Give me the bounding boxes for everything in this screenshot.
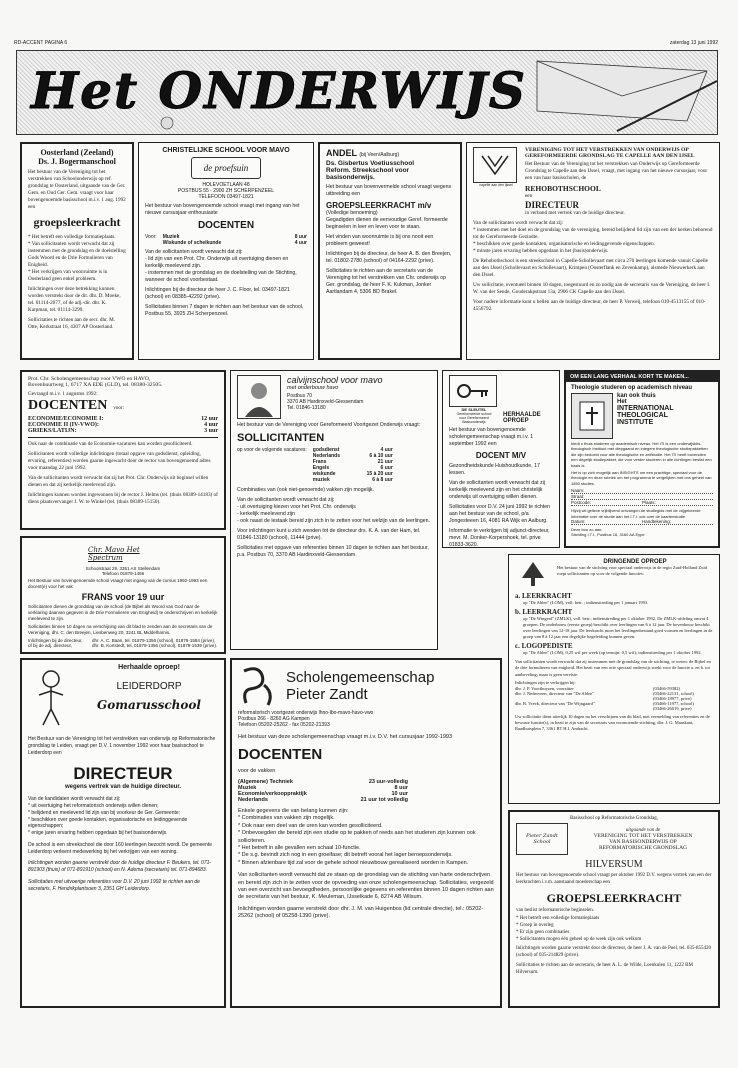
hours: 23 uur-volledig (368, 778, 408, 785)
ad-apply: Uw sollicitatie, eventueel binnen 10 dagen, toegestuurd en zo nodig aan de secretaris van de Vereniging, de heer I. W. van der Sende, Gouderakpstraat 13a, 2906 CK Capelle aan den IJssel. (473, 282, 711, 296)
ad-intro: Het Bestuur van bovengenoemde school vraagt met ingang van de cursus 1992-1993 een docent(e) voor het vak (28, 578, 208, 590)
ad-dringende (508, 554, 720, 804)
ad-phone: Telefoon 01879-1456 (101, 571, 145, 576)
ad-role: DOCENTEN (197, 220, 255, 232)
info-label: Inlichtingen bij de directeur, (28, 638, 83, 644)
child-illustration (28, 664, 74, 730)
item-label: c. (515, 642, 520, 651)
hours: 12 uur (201, 416, 218, 423)
logo-sub: voor Gereformeerd (459, 416, 489, 420)
info-label: of bij de adj. directeur, (28, 643, 73, 649)
ad-paragraph: Het is op zich mogelijk aan INSIGHTS om een prachtige, speciaal voor de theologie en deze rubriek om het programma te vergelijken met ons geheel van 1850 studies. (571, 469, 712, 486)
contact-phone: (03466-22131, school) (653, 690, 694, 696)
ad-phone: Telefoon 05202-25262 - fax 05202-21393 (238, 722, 330, 728)
voor-label: Voor: (145, 234, 157, 241)
ad-hilversum (508, 810, 720, 1008)
pz-emblem-icon (240, 665, 276, 707)
ad-org: VAN BASISONDERWIJS OP (609, 838, 677, 845)
ad-head: OM EEN LANG VERHAAL KORT TE MAKEN... (566, 372, 718, 382)
ad-bullet: * Het verkrijgen van woonruimte is in Oosterland geen enkel probleem. (28, 269, 108, 283)
ad-role: LOGOPEDISTE (521, 642, 573, 651)
form-name[interactable]: Naam: (571, 488, 713, 494)
contact-phone: (03466-26019, prive) (653, 705, 692, 711)
ad-bullet: * uit overtuiging het reformatorisch onderwijs willen dienen; (28, 803, 159, 809)
ad-paragraph: De Rehobothschool is een streekschool in Capelle-Schollevaart met circa 270 leerlingen komende vanuit Capelle aan den IJssel (Schollevaart en Schollevaart), Krimpen (Oosterflank en Zevenkamp), alsmede Nieuwerkerk aan den IJssel. (473, 258, 708, 279)
proefsuin-logo (191, 157, 261, 179)
hours: 21 uur (377, 459, 393, 466)
ad-role: GROEPSLEERKRACHT m/v (326, 201, 432, 211)
ad-paragraph: Enkele gegevens die van belang kunnen zijn: (238, 807, 349, 814)
form-date[interactable]: Datum: (571, 518, 586, 524)
ad-role: SOLLICITANTEN (237, 432, 325, 445)
ad-bullet: * Er zijn geen combinaties (516, 929, 570, 935)
ad-info: Inlichtingen over deze betrekking kunnen worden verstrekt door de dir. dhr. D. Moeke, tel. 01114-2077, of de adj.-dir. dhr. K. Karpman, tel. 01114-3299. (28, 286, 121, 314)
logo-caption: DE SLEUTEL (461, 407, 487, 412)
ad-paragraph: Ook naar de combinatie van de Economie-vacatures kan worden gesolliciteerd. (28, 441, 193, 448)
logo-caption: capelle aan den ijssel (479, 183, 513, 187)
ad-role: GROEPSLEERKRACHT (546, 890, 682, 905)
contact-phone: (03466-18977, prive) (653, 695, 692, 701)
ad-org: VERENIGING TOT HET VERSTREKKEN (593, 832, 693, 839)
ad-phone: TELEFOON 03497-1821 (198, 194, 254, 200)
ad-apply: Sollicitaties binnen 7 dagen te richten aan het bestuur van de school, Postbus 55, 3925 ZH Scherpenzeel. (145, 304, 304, 318)
subject: Engels (312, 465, 330, 472)
ad-role: groepsleerkracht (33, 215, 121, 230)
ad-school-name: basisonderwijs. (326, 174, 375, 181)
subject: GRIEKS/LATIJN: (28, 428, 77, 435)
tree-icon (518, 560, 548, 588)
coupon-footer: Stichting I.T.I., Postbus 16, 3160 AA Eype (571, 531, 645, 537)
banner-title: Het ONDERWIJS (31, 61, 528, 120)
subject: godsdienst (312, 447, 340, 454)
ad-intro: Het bestuur van bovengenoemde school vraagt met ingang van het nieuwe cursusjaar enthousiaste (145, 203, 300, 217)
ad-bullet: * beschikken over goede kontakten, organisatorische en leidinggevende eigenschappen. (473, 241, 655, 248)
form-street[interactable]: Straat: (571, 494, 713, 500)
info-value: dhr. A. C. Baan, tel. 01879-1356 (school), 01879-1584 (prive), (92, 638, 216, 644)
ad-apply: Uw sollicitatie dient uiterlijk 10 dagen na het verschijnen van dit blad, met vermelding van referenties en de bewuste functie(s), in bezit te zijn van de secretaris van voornoemde stichting, dhr. J. G. Maaskant, Raadhuisplein 7, 3361 BT H.I. Ambacht. (515, 713, 710, 731)
subject: wiskunde (312, 471, 336, 478)
capelle-logo (473, 147, 517, 183)
ad-phone: Tel. 01846-13180 (287, 405, 326, 411)
ad-place: LEIDERDORP (116, 681, 182, 692)
ad-role: DIRECTEUR (525, 200, 580, 211)
onderwijs-banner (16, 50, 718, 135)
hours: 6 à 8 uur (372, 477, 393, 484)
een-label: een (525, 193, 533, 200)
ad-paragraph: biedt u thuis studeren op academisch niveau. Het ITI is een onderwijsbiis-theologisch Instituut met diepgaand en integere theologische studiepakketten die zijn bedoeld voor alle theologische en zelfstudie. Het ITI heeft bovendien een degelijk studiepakket, die voor verder studeren in alle richtingen beslist een basis is. (571, 441, 712, 468)
subject: Muziek (162, 234, 180, 241)
hours: 4 uur (294, 240, 307, 247)
ad-paragraph: Sollicitanten dienen de grondslag van de school (de Bijbel als Woord van God naar de verklaring daarvan gegeven in de Drie Formulieren van Enigheid) te onderschrijven en kerkelijk meelevend te zijn. (28, 604, 218, 622)
ad-expect: Van de kandidaten wordt verwacht dat zij: (28, 796, 121, 803)
ad-title: kan ook thuis (617, 393, 656, 399)
ad-info: Inlichtingen kunnen worden ingewonnen bij de rector J. Helms (tel. (thuis 08389-14183) of diens plaatsvervanger J. W. te Winkel (tel. (thuis 08389-15150). (28, 492, 218, 506)
ad-school-name: REHOBOTHSCHOOL (525, 184, 601, 194)
subject: muziek (312, 477, 330, 484)
ad-proefsuin (138, 142, 314, 360)
ad-intro: Het bestuur van de Vereniging tot het verstrekken van Schoolonderwijs op ref. grondslag te Oosterland, uitgaande van de Ger. Gem. en Oud Ger. Gem. vraagt voor haar bovengenoemde basisschool m.i.v. 1 aug. 1992 een (28, 169, 126, 211)
ad-org: Prot. Chr. Scholengemeenschap voor VWO en HAVO, (28, 376, 151, 382)
ad-intro: Het bestuur van deze scholengemeenschap vraagt m.i.v. D.V. het cursusjaar 1992-1993 (238, 734, 453, 740)
ad-intro: Het bestuur van bovengenoemde school vraagt per oktober 1992 D.V. wegens vertrek van een der leerkrachten i.v.m. aanstaand moederschap een (516, 873, 712, 885)
ad-apply: Sollicitaties binnen 10 dagen na verschijning van dit blad te zenden aan de secretaris van de Vereniging, dhr. C. den Breejen, Liesbenweg 20, 3241 BL Middelharnis. (28, 624, 213, 636)
ad-title: Theologie studeren op academisch niveau (571, 385, 693, 391)
ad-bullet: - lid zijn van een Prot. Chr. Onderwijs uit overtuiging dienen en kerkelijk meelevend zijn. (145, 256, 289, 270)
ad-role-sub: in verband met vertrek van de huidige directeur. (525, 210, 625, 217)
ad-intro: Het bestuur van de stichting voor speciaal onderwijs in de regio Zuid-Holland Zuid roept sollicitanten op voor de volgende functies: (557, 565, 707, 577)
ad-place: ANDEL (326, 148, 357, 158)
contact-phone: (03466-11977, school) (653, 700, 694, 706)
ad-andel (318, 142, 462, 360)
spectrum-logo (88, 542, 158, 566)
ad-bullet: * Het betreft een volledige formatieplaats (516, 916, 600, 922)
ad-bullet: * Ook naar een deel van de uren kan worden gesolliciteerd. (238, 822, 383, 829)
ad-address: Schoolstraat 29, 3351 AX Stellendam (85, 566, 161, 571)
ad-paragraph: Hij/zij wil gelieve vrijblijvend ontvangen de studiegids met de vrijgekeerde informatie over de studie aan het I.T.I. ook over de kaartenstudie (571, 508, 701, 519)
ad-place-sub: (bij Veen/Aalburg) (359, 152, 400, 158)
calvijn-portrait (237, 375, 281, 419)
contact-row (515, 706, 713, 711)
ad-role-sub: van beslist reformatorische beginselen. (516, 907, 595, 913)
ad-paragraph: Sollicitanten wordt volledige inlichtingen (totaal opgave van godsdienst, opleiding, ervaring, referenties) worden gaarne ingewacht door de rector van bovengenoemd adres voor maandag 22 juni 1992. (28, 451, 211, 472)
ad-address: 3370 AB Hardinxveld-Giessendam (287, 399, 364, 405)
ad-place: Oosterland (Zeeland) (40, 148, 114, 157)
page-left-label: RD-ACCENT PAGINA 6 (14, 40, 68, 46)
ad-info: Inlichtingen worden gaarne verstrekt door de huidige directeur F. Beukers, tel. 071-891903 (thuis) of 071-891910 (school) en N. Adema (secretaris) tel. 071-894683. (28, 860, 212, 873)
ad-school-name: Pieter Zandt (286, 686, 368, 703)
vacancy-label: op voor de volgende vacatures: (237, 447, 307, 454)
capelle-emblem-icon (480, 152, 510, 178)
ad-school-name: Gomarusschool (97, 698, 201, 712)
ad-expect: Van de sollicitanten wordt verwacht dat zij: (473, 220, 564, 227)
ad-bullet: * Het betreft een volledige formatieplaats. (28, 234, 116, 241)
dringende-logo (515, 559, 551, 589)
form-place[interactable]: Plaats: (642, 500, 656, 506)
ad-school-name: Ds. J. Bogermanschool (38, 157, 116, 166)
coupon-footer: Deze bon zo aan: (571, 526, 603, 532)
ad-school-name: Ds. Gisbertus Voetiusschool (326, 160, 415, 167)
ad-ede (20, 370, 226, 530)
ad-bullet: - kerkelijk meelevend zijn (237, 511, 295, 518)
ad-role-sub: (Volledige benoeming) (326, 210, 378, 217)
ad-oosterland (20, 142, 134, 360)
ad-bullet: - ook naast de lestaak bereid zijn zich in te zetten voor het welzijn van de leerlingen. (237, 518, 430, 525)
ad-role-desc: op "De Ahlee" (LOM), 0,25 wtf per week (op termijn: 0,5 wtf); indiensttreding per 1 oktober 1992. (523, 650, 702, 656)
ad-info: Inlichtingen bij de directeur de heer J. C. Floor, tel. 03497-1821 (school) en 08385-42292 (prive). (145, 287, 290, 301)
ad-role: LEERKRACHT (522, 592, 572, 600)
ad-bullet: - instemmen met de grondslag en de doelstelling van de Stichting, wanneer de school voorbestaat. (145, 270, 297, 284)
ad-paragraph: Combinaties van (ook niet-genoemde) vakken zijn mogelijk. (237, 487, 374, 494)
child-icon (31, 667, 71, 727)
logo-sub: Gereformeerde school (456, 412, 492, 416)
ad-role-sub: Gezondheidskunde Huishoudkunde, 17 lessen. (449, 463, 540, 477)
ad-bullet: * Onbevoegden die bereid zijn een studie op te pakken of reeds aan het studeren zijn kunnen ook solliciteren. (238, 830, 476, 844)
ad-info: Inlichtingen zijn te verkrijgen bij: (515, 679, 576, 685)
ad-capelle (466, 142, 720, 360)
subject: Economie/verkooppraktijk (238, 790, 307, 797)
logo-text: Pieter Zandt School (526, 833, 558, 845)
pieterzandt-logo (238, 664, 278, 708)
ad-apply: Sollicitaties met opgave van referenties binnen 10 dagen te richten aan het bestuur, p.a. Postbus 70, 3370 AB Hardinxveld-Giessendam. (237, 545, 429, 559)
ad-paragraph: De school is een streekschool die door 160 leerlingen bezocht wordt. De gemeente Leiderdorp verleent medewerking bij het verkrijgen van een woning. (28, 841, 212, 855)
sleutel-logo (449, 375, 497, 407)
hours: 4 uur (380, 447, 393, 454)
ad-intro: Het bestuur van bovenvermelde school vraagt wegens uitbreiding een (326, 184, 452, 198)
hours: 21 uur tot volledig (360, 796, 408, 803)
hilversum-logo (516, 823, 568, 855)
subject: Frans (312, 459, 327, 466)
ad-bullet: * Het betreft in alle gevallen een schaal 10-functie. (238, 844, 361, 851)
ad-role: DOCENT M/V (475, 451, 527, 461)
info-value: dhr. B. Kortstedt, tel. 01879-1356 (school), 01879-1539 (prive). (92, 643, 218, 649)
ad-bullet: * Van sollicitanten wordt verwacht dat zij instemmen met de grondslag en de doelstelling Gods Woord en de Drie Formulieren van Enigheid. (28, 241, 126, 269)
ad-bullet: * enige jaren ervaring hebben opgedaan bij het basisonderwijs. (28, 830, 168, 836)
ad-apply: Van sollicitanten wordt verwacht dat ze staan op de grondslag van de stichting van harte onderschrijven en bereid zijn zich in te zetten voor de opvoeding van onze scholengemeenschap. Sollicitaties, vergezeld van een overzicht van bevoegdheden, persoonlijke gegevens en referenties binnen 10 dagen richten aan de secretaris van het bestuur, K. Meuleman, IJsselkade 6, 8274 AB Wilsum. (238, 872, 494, 901)
ad-title: INSTITUTE (617, 419, 654, 426)
ad-head: HERHAALDE OPROEP (503, 412, 541, 424)
ad-head: Herhaalde oproep! (118, 664, 180, 671)
ad-bullet: * Groep in overleg (516, 923, 554, 928)
ad-bullet: * instemmen met het doel en de grondslag van de vereniging, bereid belijdend lid zijn van een der kerken behorend tot de Gereformeerde Gezindte. (473, 227, 713, 241)
ad-apply: Sollicitaties te richten aan de secretaris, de heer A. L. de Wilde, Loenkulen 11, 1222 BM Hilversum. (516, 962, 693, 975)
ad-role: FRANS voor 19 uur (81, 592, 165, 603)
subject: Nederlands (238, 796, 268, 803)
ad-address: Postbus 70 (287, 393, 313, 399)
book-illustration (571, 393, 613, 439)
ad-title: Het (617, 399, 627, 405)
ad-paragraph: Van sollicitanten wordt verwacht dat zij instemmen met de grondslag van de stichting, te weten: de Bijbel en de drie formulieren van enigheid. Het bezit van een acte speciaal onderwijs strekt voor de functie a. en b. tot aanbeveling; maar is geen vereiste. (515, 659, 711, 677)
item-label: a. (515, 592, 521, 600)
ad-paragraph: Van de sollicitanten wordt verwacht dat zij het Prot. Chr. Onderwijs uit beginsel willen dienen en dat zij kerkelijk meelevend zijn. (28, 475, 209, 489)
contact-name: dhr. B. Vreek, directeur van "De Wijngaard" (515, 700, 595, 706)
ad-org: REFORMATORISCHE GRONDSLAG (598, 844, 688, 851)
hours: 3 uur (204, 428, 218, 435)
ad-sleutel (442, 370, 560, 548)
ad-intro: Het Bestuur van de Vereniging tot het verstrekken van onderwijs op Reformatorische grondslag te Leiden, vraagt per D.V. 1 november 1992 voor haar basisschool te Leiderdorp een (28, 736, 216, 756)
hours: 10 uur (391, 790, 408, 797)
ad-calvijn (230, 370, 438, 650)
ad-leiderdorp (20, 658, 226, 1008)
ad-intro: Het Bestuur van de Vereniging tot het verstrekken van Onderwijs op Gereformeerde Grondslag te Capelle aan den IJssel, vraagt, met ingang van het nieuwe cursusjaar, voor een van haar basisscholen, de (525, 161, 708, 182)
ad-spectrum (20, 536, 226, 654)
ad-expect: Van de sollicitanten wordt verwacht dat zij: (237, 497, 335, 504)
key-icon (456, 381, 490, 401)
ad-date: Gevraagd m.i.v. 1 augustus 1992: (28, 391, 98, 397)
contact-name: dhr. J. P. Voorthuyzen, voorzitter (515, 685, 574, 691)
hours: 8 uur (394, 784, 408, 791)
ad-info: Voor nadere informatie kunt u bellen aan de huidige directeur, de heer P. Verweij, telefoon 010-4513155 of 010-4556792. (473, 299, 706, 313)
logo-sub: Basisonderwijs (462, 420, 486, 424)
subject: ECONOMIE II (IV-VWO): (28, 422, 99, 429)
form-postcode[interactable]: Postcode: (571, 500, 592, 506)
ad-paragraph: Van de sollicitanten wordt verwacht dat zij kerkelijk meelevend zijn en het christelijk onderwijs uit overtuiging willen dienen. (449, 480, 545, 501)
ad-info: Inlichtingen worden gaarne verstrekt door de directeur, de heer J. A. van de Poel, tel. 035-855420 (school) of 035-214829 (prive). (516, 946, 712, 958)
uitg-label: uitgaande van de (625, 827, 661, 833)
ad-role-sub: voor: (113, 406, 124, 412)
ad-address: Bovenbuurtweg 1, 6717 XA EDE (GLD), tel. 08380-32505. (28, 382, 163, 388)
ad-paragraph: Het vinden van woonruimte is bij ons nooit een probleem geweest! (326, 234, 434, 248)
ad-intro: Het bestuur van de Vereniging voor Gereformeerd Voortgezet Onderwijs vraagt: (237, 422, 421, 428)
ad-school-sub: met onderbouw havo (287, 385, 339, 391)
ad-apply: Sollicitaties met uitvoerige referenties voor D.V. 20 juni 1992 te richten aan de secretaris, F. Hendrikplantsoen 3, 2351 GH Leiderdorp. (28, 878, 200, 892)
ad-apply: Sollicitaties voor D.V. 24 juni 1992 te richten aan het bestuur van de school, p/a Jongesteeen 16, 4081 RA Wijk en Aalburg. (449, 504, 551, 525)
ad-apply: Sollicitaties te richten aan de secretaris van de Vereniging tot het verstrekken van Chr. onderwijs op Ger. grondslag, de heer F. K. Kukman, Jonker Aartlandam 4, 5306 BD Brakel. (326, 268, 446, 296)
ad-sub-top: Basisschool op Reformatorische Grondslag, (569, 816, 659, 821)
ad-head: DRINGENDE OPROEP (603, 559, 667, 565)
ad-address: POSTBUS 55 - 2900 ZH SCHERPENZEEL (177, 188, 275, 194)
ad-school-name: calvijnschool voor mavo (287, 375, 383, 385)
ad-bullet: * belijdend en meelevend lid zijn van bij voorkeur de Ger. Gemeente; (28, 809, 181, 816)
ad-apply: Sollicitaties te richten aan de secr. dhr. M. Otte, Kerkstraat 16, 4307 AP Oosterland. (28, 317, 116, 331)
ad-place: HILVERSUM (585, 859, 643, 870)
form-signature[interactable]: Handtekening: (642, 518, 672, 524)
ad-role: LEERKRACHT (522, 608, 573, 617)
ad-info: Informatie te verkrijgen bij adjunct-directeur, mevr. M. Donker-Korpershoek, tel. prive 01833-3620. (449, 528, 550, 548)
ad-head: CHRISTELIJKE SCHOOL VOOR MAVO (162, 147, 290, 154)
subject: Wiskunde of scheikunde (162, 240, 222, 247)
hours: 8 uur (294, 234, 307, 241)
subject: (Algemene) Techniek (238, 778, 293, 785)
ad-role-sub: wegens vertrek van de huidige directeur. (64, 784, 182, 791)
ad-bullet: * Binnen afzienbare tijd zal voor de gehele school nieuwbouw gerealiseerd worden in Kampen. (238, 859, 469, 866)
logo-text: de proefsuin (203, 163, 249, 173)
ad-role: DOCENTEN (238, 746, 323, 764)
ad-org: VERENIGING TOT HET VERSTREKKEN VAN ONDERWIJS OP GEREFORMEERDE GRONDSLAG TE CAPELLE AAN DEN IJSEL (525, 147, 695, 159)
ad-bullet: - uit overtuiging kiezen voor het Prot. Chr. onderwijs (237, 504, 356, 511)
hours: 4 uur (204, 422, 218, 429)
ad-bullet: * beschikken over goede kontakten, organisatorische en leidinggevende eigenschappen; (28, 816, 188, 830)
vacancy-row (238, 797, 408, 803)
hours: 6 à 10 uur (369, 453, 393, 460)
vacancy-row (28, 428, 218, 434)
item-label: b. (515, 608, 521, 617)
hours: 15 à 20 uur (366, 471, 393, 478)
ad-role-desc: op "De Wingerd" (ZMLK), voll. betr.; indiensttreding per 1 oktober 1992. De ZMLK-afdeling omvat 4 groepen. De onderbouw (eerste groep) beschikt over leerlingen van 6 à 12 jaar. De bovenbouw beschikt over leerlingen van 12-18 jaar. De leerkracht moet het leerlingenbestand goed vormen en leerlingen in de groep van 8 à 12 jaar een degelijke begeleiding kunnen geven. (523, 616, 713, 640)
portrait-icon (241, 377, 277, 417)
subject: Nederlands (312, 453, 341, 460)
ad-info: Voor inlichtingen kunt u zich wenden tot de directeur drs. K. A. van der Ham, tel. 01846-13180 (school), 11444 (prive). (237, 528, 421, 542)
ad-address: Postbus 266 - 8260 AG Kampen (238, 716, 310, 722)
ad-bullet: * De s.g. bevindt zich nog in een groeifase; dit betreft vooral het lager beroepsonderwijs. (238, 852, 453, 859)
ad-role-desc: op "De Ahlee" (LOM), voll. betr. ; indiensttreding per 1 januari 1993. (523, 600, 649, 605)
ad-info: Inlichtingen worden gaarne verstrekt door dhr. J. M. van Huigenbos (lid centrale directie), tel.: 05202-25262 (school) of 05258-1390 (prive). (238, 905, 484, 920)
ad-bullet: * Combinaties van vakken zijn mogelijk. (238, 815, 335, 822)
ad-info: Inlichtingen bij de directeur, de heer A. B. den Breejen, tel. 01802-2780 (school) of 04164-2292 (prive). (326, 251, 452, 265)
logo-text: Chr. Mavo Het Spectrum (88, 546, 140, 562)
ad-title: THEOLOGICAL (617, 412, 668, 419)
ad-intro: Het bestuur van bovengenoemde scholengemeenschap vraagt m.i.v. 1 september 1992 een (449, 427, 534, 448)
contact-phone: (03466-59382) (653, 685, 680, 691)
vak-label: voor de vakken (238, 768, 276, 775)
book-icon (577, 399, 607, 433)
ad-pieterzandt (230, 658, 502, 1008)
ad-role: DIRECTEUR (73, 764, 173, 784)
ad-bullet: * minste jaren ervaring hebben opgedaan in het (basis)onderwijs. (473, 248, 609, 255)
ad-school-name: Reform. Streekschool voor (326, 167, 410, 174)
ad-school-name: Scholengemeenschap (286, 669, 435, 686)
ad-tagline: reformatorisch voortgezet onderwijs lhno-lbo-mavo-havo-vwo (238, 710, 374, 716)
page-date: zaterdag 13 juni 1992 (669, 40, 718, 46)
subject: ECONOMIE/ECONOMIE I: (28, 416, 104, 423)
ad-theology (564, 370, 720, 548)
hours: 6 uur (380, 465, 393, 472)
ad-paragraph: Gegadigden dienen de eenvoudige Geref. formeerde beginselen in leer en leven voor te staan. (326, 217, 448, 231)
ad-expect: Van de sollicitanten wordt verwacht dat zij: (145, 249, 243, 256)
contact-name: dhr. J. Nederveen, directeur van "De Ahlee" (515, 690, 595, 696)
ad-address: HOLEVOETLAAN 48 (202, 182, 250, 188)
ad-title: INTERNATIONAL (617, 405, 674, 412)
ad-bullet: * Sollicitanten mogen één geheel op de week zijn ook welkom (516, 936, 642, 942)
subject: Muziek (238, 784, 257, 791)
ad-role: DOCENTEN (28, 398, 108, 414)
